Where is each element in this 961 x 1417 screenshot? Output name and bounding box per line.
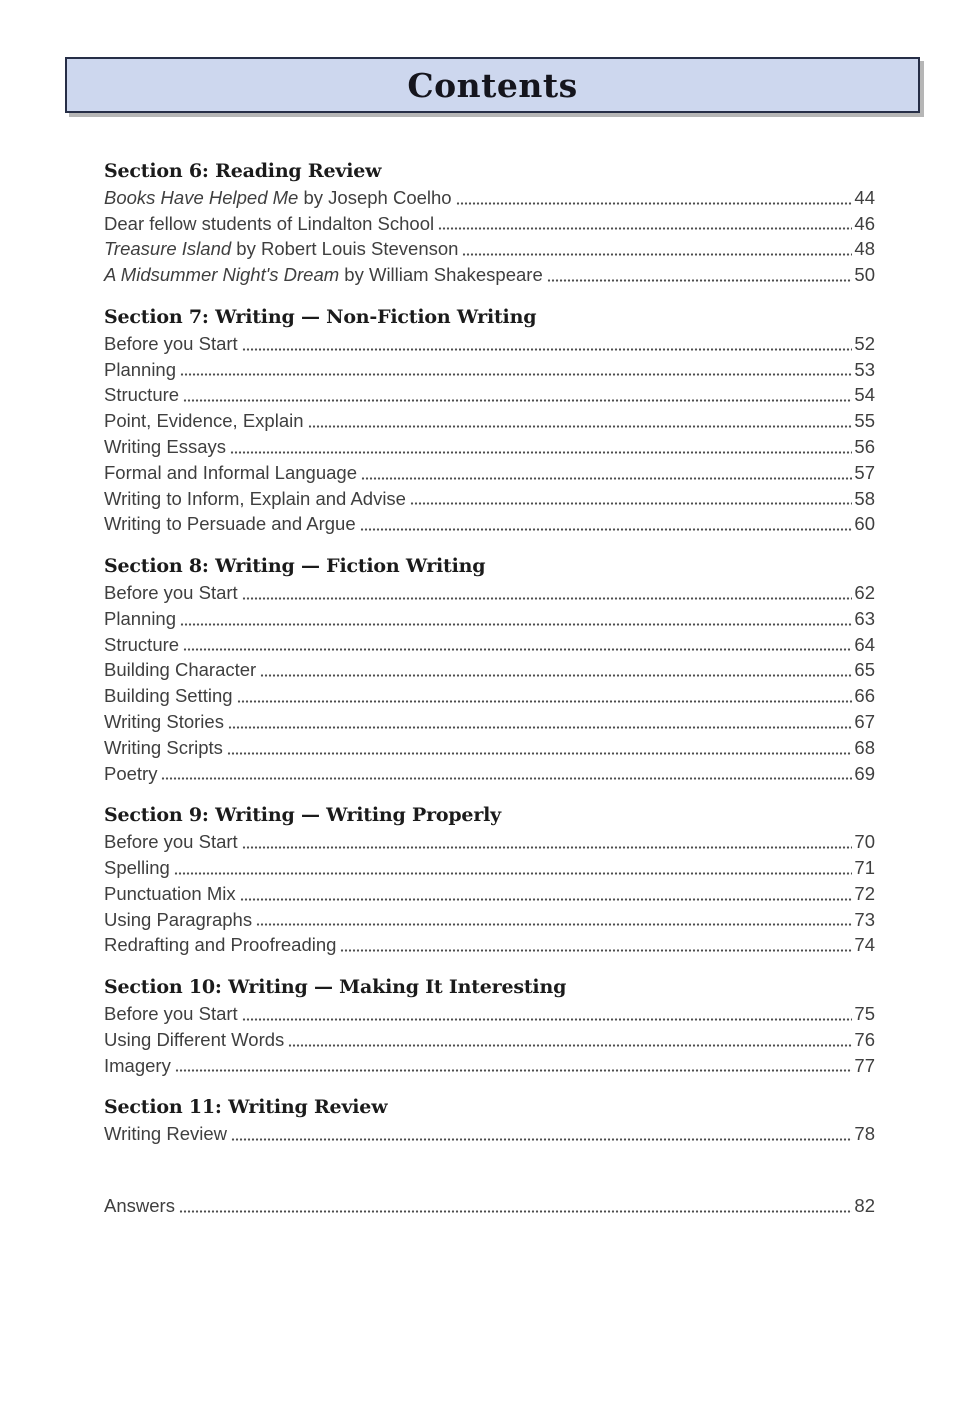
dot-leader bbox=[242, 597, 853, 600]
toc-entry bbox=[104, 606, 875, 632]
entry-page-number: 68 bbox=[854, 736, 875, 758]
entry-page-number: 73 bbox=[854, 908, 875, 930]
toc-section bbox=[104, 554, 875, 786]
entry-title bbox=[104, 829, 238, 855]
toc-entry bbox=[104, 211, 875, 237]
dot-leader bbox=[462, 253, 852, 256]
entry-title bbox=[104, 735, 223, 761]
toc-entry bbox=[104, 881, 875, 907]
entry-page-number: 58 bbox=[854, 487, 875, 509]
section-heading: Section 7: Writing — Non-Fiction Writing bbox=[104, 305, 537, 328]
toc-entry bbox=[104, 262, 875, 288]
toc-entry bbox=[104, 236, 875, 262]
dot-leader bbox=[361, 477, 852, 480]
entry-title-italic: Books Have Helped Me bbox=[104, 186, 299, 208]
entry-title bbox=[104, 1053, 171, 1079]
entry-title-text: Using Paragraphs bbox=[104, 908, 253, 930]
entry-title-text: Writing Scripts bbox=[104, 736, 223, 758]
entry-page-number: 74 bbox=[854, 934, 875, 956]
toc-entry bbox=[104, 1121, 875, 1147]
entry-page-number: 77 bbox=[854, 1054, 875, 1076]
dot-leader bbox=[260, 674, 852, 677]
contents-page bbox=[0, 57, 961, 1417]
entry-title bbox=[104, 262, 543, 288]
toc-entry bbox=[104, 382, 875, 408]
toc-sections bbox=[104, 159, 875, 1147]
entry-page-number: 72 bbox=[854, 882, 875, 904]
toc-entry bbox=[104, 460, 875, 486]
entry-title bbox=[104, 185, 452, 211]
entry-page-number: 71 bbox=[854, 856, 875, 878]
entry-title-text: Structure bbox=[104, 633, 180, 655]
toc-section bbox=[104, 975, 875, 1078]
entry-page-number: 48 bbox=[854, 238, 875, 260]
entry-title-italic: A Midsummer Night's Dream bbox=[104, 264, 340, 286]
dot-leader bbox=[456, 202, 853, 205]
entry-title bbox=[104, 761, 157, 787]
entry-page-number: 67 bbox=[854, 710, 875, 732]
toc-entry bbox=[104, 1053, 875, 1079]
entry-title-text: Point, Evidence, Explain bbox=[104, 410, 304, 432]
toc-entry bbox=[104, 185, 875, 211]
entry-title bbox=[104, 486, 406, 512]
entry-title-text: Spelling bbox=[104, 856, 170, 878]
dot-leader bbox=[231, 1138, 852, 1141]
entry-title-text: Using Different Words bbox=[104, 1028, 285, 1050]
dot-leader bbox=[161, 777, 852, 780]
entry-title-text: Building Setting bbox=[104, 685, 233, 707]
toc-entry bbox=[104, 434, 875, 460]
entry-page-number: 62 bbox=[854, 581, 875, 603]
entry-title bbox=[104, 382, 179, 408]
entry-page-number: 76 bbox=[854, 1028, 875, 1050]
section-heading: Section 6: Reading Review bbox=[104, 160, 382, 182]
entry-title bbox=[104, 1121, 227, 1147]
toc-entry bbox=[104, 829, 875, 855]
entry-title-text: by William Shakespeare bbox=[339, 264, 543, 286]
dot-leader bbox=[308, 425, 853, 428]
entry-title-text: Writing to Persuade and Argue bbox=[104, 513, 356, 535]
entry-title bbox=[104, 408, 304, 434]
toc-entry bbox=[104, 408, 875, 434]
dot-leader bbox=[242, 1018, 853, 1021]
entry-page-number: 69 bbox=[854, 762, 875, 784]
entry-title bbox=[104, 709, 224, 735]
toc-entry bbox=[104, 855, 875, 881]
entry-title bbox=[104, 632, 179, 658]
entry-title bbox=[104, 236, 458, 262]
entry-page-number: 55 bbox=[854, 410, 875, 432]
dot-leader bbox=[237, 700, 853, 703]
section-entries bbox=[104, 185, 875, 288]
section-entries bbox=[104, 331, 875, 537]
entry-title bbox=[104, 881, 236, 907]
entry-title-text: Building Character bbox=[104, 659, 257, 681]
entry-title bbox=[104, 357, 176, 383]
entry-title bbox=[104, 331, 238, 357]
entry-title bbox=[104, 683, 233, 709]
entry-title bbox=[104, 580, 238, 606]
answers-row bbox=[104, 1193, 875, 1219]
toc-entry bbox=[104, 486, 875, 512]
toc-entry bbox=[104, 657, 875, 683]
entry-page-number: 78 bbox=[854, 1123, 875, 1145]
dot-leader bbox=[230, 451, 852, 454]
dot-leader bbox=[256, 923, 852, 926]
dot-leader bbox=[547, 279, 853, 282]
entry-title-text: Before you Start bbox=[104, 1002, 238, 1024]
section-entries bbox=[104, 580, 875, 786]
dot-leader bbox=[228, 726, 852, 729]
dot-leader bbox=[183, 648, 852, 651]
entry-page-number: 66 bbox=[854, 685, 875, 707]
entry-title-text: Writing Essays bbox=[104, 435, 226, 457]
dot-leader bbox=[180, 373, 852, 376]
entry-page-number: 56 bbox=[854, 435, 875, 457]
dot-leader bbox=[183, 399, 852, 402]
section-heading: Section 9: Writing — Writing Properly bbox=[104, 804, 501, 827]
entry-title-text: Redrafting and Proofreading bbox=[104, 934, 337, 956]
entry-title-text: by Joseph Coelho bbox=[298, 186, 452, 208]
entry-title bbox=[104, 211, 434, 237]
dot-leader bbox=[179, 1210, 852, 1213]
dot-leader bbox=[227, 752, 853, 755]
entry-title-text: Dear fellow students of Lindalton School bbox=[104, 212, 435, 234]
dot-leader bbox=[410, 502, 852, 505]
entry-title-text: Imagery bbox=[104, 1054, 171, 1076]
entry-title bbox=[104, 434, 226, 460]
entry-page-number: 65 bbox=[854, 659, 875, 681]
dot-leader bbox=[240, 898, 853, 901]
toc-entry bbox=[104, 632, 875, 658]
entry-title-text: Before you Start bbox=[104, 831, 238, 853]
answers-page-number: 82 bbox=[854, 1194, 875, 1216]
entry-title-text: Structure bbox=[104, 384, 180, 406]
entry-title-text: Poetry bbox=[104, 762, 158, 784]
entry-title bbox=[104, 460, 357, 486]
dot-leader bbox=[340, 949, 852, 952]
toc-entry bbox=[104, 761, 875, 787]
toc-entry bbox=[104, 511, 875, 537]
entry-page-number: 46 bbox=[854, 212, 875, 234]
toc-entry bbox=[104, 907, 875, 933]
entry-page-number: 54 bbox=[854, 384, 875, 406]
dot-leader bbox=[288, 1044, 852, 1047]
section-entries bbox=[104, 829, 875, 958]
section-heading: Section 10: Writing — Making It Interesting bbox=[104, 976, 567, 999]
page-title: Contents bbox=[407, 65, 578, 105]
toc-entry bbox=[104, 357, 875, 383]
section-heading: Section 11: Writing Review bbox=[104, 1096, 388, 1119]
entry-page-number: 53 bbox=[854, 358, 875, 380]
entry-title-text: by Robert Louis Stevenson bbox=[231, 238, 459, 260]
toc-section bbox=[104, 305, 875, 537]
toc-entry bbox=[104, 709, 875, 735]
entry-page-number: 60 bbox=[854, 513, 875, 535]
answers-label: Answers bbox=[104, 1194, 175, 1216]
entry-title-text: Planning bbox=[104, 607, 177, 629]
entry-title bbox=[104, 606, 176, 632]
entry-title bbox=[104, 511, 356, 537]
dot-leader bbox=[360, 528, 853, 531]
entry-title-text: Writing Review bbox=[104, 1123, 228, 1145]
section-entries bbox=[104, 1121, 875, 1147]
entry-title-text: Writing to Inform, Explain and Advise bbox=[104, 487, 406, 509]
entry-title-text: Planning bbox=[104, 358, 177, 380]
section-heading: Section 8: Writing — Fiction Writing bbox=[104, 555, 486, 578]
entry-title bbox=[104, 907, 252, 933]
entry-title-italic: Treasure Island bbox=[104, 238, 232, 260]
entry-page-number: 64 bbox=[854, 633, 875, 655]
toc-entry bbox=[104, 735, 875, 761]
entry-title bbox=[104, 932, 336, 958]
dot-leader bbox=[180, 623, 852, 626]
answers-label-wrap bbox=[104, 1193, 175, 1219]
toc-entry bbox=[104, 932, 875, 958]
toc-entry bbox=[104, 331, 875, 357]
toc bbox=[104, 159, 875, 1219]
toc-section bbox=[104, 1095, 875, 1147]
toc-section bbox=[104, 803, 875, 958]
dot-leader bbox=[242, 348, 853, 351]
entry-title bbox=[104, 657, 256, 683]
entry-title bbox=[104, 1001, 238, 1027]
toc-entry bbox=[104, 1027, 875, 1053]
entry-title-text: Formal and Informal Language bbox=[104, 461, 357, 483]
toc-entry bbox=[104, 580, 875, 606]
entry-title bbox=[104, 855, 170, 881]
entry-page-number: 63 bbox=[854, 607, 875, 629]
entry-title-text: Before you Start bbox=[104, 581, 238, 603]
entry-title-text: Before you Start bbox=[104, 332, 238, 354]
entry-title bbox=[104, 1027, 284, 1053]
entry-page-number: 52 bbox=[854, 332, 875, 354]
toc-entry bbox=[104, 1001, 875, 1027]
dot-leader bbox=[438, 227, 852, 230]
entry-title-text: Punctuation Mix bbox=[104, 882, 236, 904]
entry-page-number: 75 bbox=[854, 1002, 875, 1024]
toc-entry bbox=[104, 683, 875, 709]
dot-leader bbox=[174, 872, 853, 875]
contents-header-banner bbox=[65, 57, 920, 113]
toc-section bbox=[104, 159, 875, 288]
dot-leader bbox=[175, 1069, 853, 1072]
entry-page-number: 57 bbox=[854, 461, 875, 483]
entry-page-number: 70 bbox=[854, 831, 875, 853]
entry-page-number: 50 bbox=[854, 264, 875, 286]
section-entries bbox=[104, 1001, 875, 1078]
dot-leader bbox=[242, 846, 853, 849]
entry-page-number: 44 bbox=[854, 186, 875, 208]
entry-title-text: Writing Stories bbox=[104, 710, 224, 732]
